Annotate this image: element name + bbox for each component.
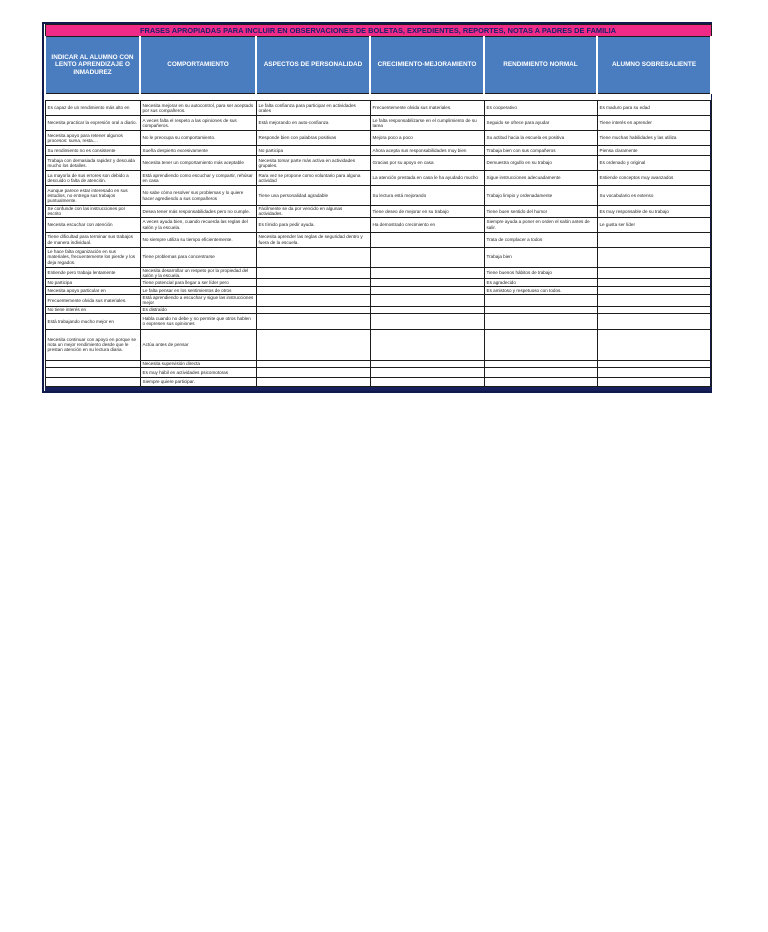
table-row — [45, 377, 711, 386]
column-header: INDICAR AL ALUMNO CON LENTO APRENDIZAJE O INMADUREZ — [45, 37, 140, 94]
table-cell: Necesita apoyo para retener algunos procesos: suma, resta.... — [45, 131, 140, 146]
table-cell — [597, 279, 711, 287]
table-cell: Su rendimiento no es consistente — [45, 146, 140, 156]
table-cell — [370, 287, 484, 295]
table-row — [45, 360, 711, 367]
table-cell — [484, 306, 597, 313]
column-header: COMPORTAMIENTO — [140, 37, 256, 94]
table-row — [45, 287, 711, 295]
table-cell — [370, 377, 484, 386]
table-cell: Necesita aprender las reglas de seguridad dentro y fuera de la escuela. — [256, 232, 370, 247]
table-cell: Tiene una personalidad agradable — [256, 186, 370, 206]
table-cell: Necesita continuar con apoyo en porque se nota un mejor rendimiento desde que le prestan atención en su lectura diaria. — [45, 329, 140, 360]
table-cell: Es agradecido — [484, 279, 597, 287]
table-cell — [370, 267, 484, 279]
table-cell — [597, 377, 711, 386]
table-cell: A veces falta el respeto a las opiniones de sus compañeros. — [140, 116, 256, 131]
table-row — [45, 267, 711, 279]
table-row — [45, 171, 711, 186]
table-cell — [484, 360, 597, 367]
column-header: CRECIMIENTO-MEJORAMIENTO — [370, 37, 484, 94]
table-cell: Su actitud hacia la escuela es positiva — [484, 131, 597, 146]
table-cell: Tiene deseo de mejorar en su trabajo — [370, 206, 484, 218]
table-cell — [370, 360, 484, 367]
table-cell — [370, 329, 484, 360]
table-cell: Trabaja bien — [484, 247, 597, 267]
table-cell: No participa — [45, 279, 140, 287]
table-row — [45, 279, 711, 287]
table-cell — [256, 329, 370, 360]
table-cell — [597, 232, 711, 247]
table-cell — [370, 232, 484, 247]
table-cell: Es maduro para su edad — [597, 101, 711, 116]
table-body — [45, 101, 711, 387]
table-cell: Le falta pensar en los sentimientos de otros — [140, 287, 256, 295]
table-row — [45, 232, 711, 247]
table-cell — [256, 377, 370, 386]
table-cell: Tiene buen sentido del humor — [484, 206, 597, 218]
table-cell: Trabaja bien con sus compañeros — [484, 146, 597, 156]
column-header: RENDIMIENTO NORMAL — [484, 37, 597, 94]
table-row — [45, 186, 711, 206]
table-cell — [484, 295, 597, 307]
table-cell — [484, 313, 597, 329]
table-cell: Habla cuando no debe y no permite que otros hablen o expresen sus opiniones — [140, 313, 256, 329]
table-cell — [597, 287, 711, 295]
footer-bar — [45, 386, 711, 391]
table-cell: Es muy responsable de su trabajo — [597, 206, 711, 218]
table-cell: Necesita mejorar en su autocontrol, para ser aceptado por sus compañeros. — [140, 101, 256, 116]
table-cell: Fácilmente se da por vencido en algunas actividades. — [256, 206, 370, 218]
table-cell: Frecuentemente olvida sus materiales. — [370, 101, 484, 116]
table-cell: Aunque parece estar interesado en sus estudios, no entrega sus trabajos puntualmente. — [45, 186, 140, 206]
table-row — [45, 247, 711, 267]
table-cell: Le falta confianza para participar en actividades orales — [256, 101, 370, 116]
table-cell: Entiende conceptos muy avanzados — [597, 171, 711, 186]
table-cell: Es muy hábil en actividades psicomotoras — [140, 367, 256, 377]
column-header: ALUMNO SOBRESALIENTE — [597, 37, 711, 94]
table-cell: Ha demostrado crecimiento en — [370, 217, 484, 232]
table-cell: Es amistoso y respetuoso con todos. — [484, 287, 597, 295]
table-cell: Tiene dificultad para terminar sus trabajos de manera individual. — [45, 232, 140, 247]
table-cell: La mayoría de sus errores son debido a descuido o falta de atención. — [45, 171, 140, 186]
table-cell: Entiende pero trabaja lentamente — [45, 267, 140, 279]
table-cell — [370, 313, 484, 329]
table-cell: Necesita tener un comportamiento más aceptable — [140, 156, 256, 171]
table-cell: Sigue instrucciones adecuadamente — [484, 171, 597, 186]
table-cell: No participa — [256, 146, 370, 156]
table-cell: No sabe cómo resolver sus problemas y lo quiere hacer agrediendo a sus compañeros — [140, 186, 256, 206]
table-cell: No siempre utiliza su tiempo eficientemente. — [140, 232, 256, 247]
table-cell — [597, 267, 711, 279]
table-cell — [256, 247, 370, 267]
table-cell: No tiene interés en — [45, 306, 140, 313]
table-cell: Tiene potencial para llegar a ser líder pero — [140, 279, 256, 287]
table-cell: Piensa claramente — [597, 146, 711, 156]
table-cell: Es ordenado y original — [597, 156, 711, 171]
table-cell — [484, 377, 597, 386]
table-cell — [370, 247, 484, 267]
table-row — [45, 295, 711, 307]
table-cell: Necesita practicar la expresión oral a diario. — [45, 116, 140, 131]
table-cell: Mejora poco a poco — [370, 131, 484, 146]
table-cell — [484, 367, 597, 377]
table-cell: Está mejorando en auto-confianza — [256, 116, 370, 131]
table-cell: Tiene muchas habilidades y las utiliza — [597, 131, 711, 146]
table-cell: La atención prestada en casa le ha ayudado mucho — [370, 171, 484, 186]
table-cell: Es cooperativo — [484, 101, 597, 116]
table-cell — [370, 295, 484, 307]
table-cell — [45, 377, 140, 386]
table-cell: Siempre quiere participar. — [140, 377, 256, 386]
table-cell — [370, 306, 484, 313]
table-row — [45, 306, 711, 313]
table-cell: Frecuentemente olvida sus materiales. — [45, 295, 140, 307]
table-cell — [256, 306, 370, 313]
table-cell — [597, 247, 711, 267]
table-row — [45, 367, 711, 377]
spacer-row — [45, 94, 711, 101]
table-cell: Tiene interés en aprender — [597, 116, 711, 131]
table-row — [45, 206, 711, 218]
table-cell — [256, 287, 370, 295]
table-cell: Seguido se ofrece para ayudar — [484, 116, 597, 131]
phrases-table — [44, 24, 712, 391]
table-cell — [597, 313, 711, 329]
table-cell: Necesita escuchar con atención — [45, 217, 140, 232]
table-row — [45, 101, 711, 116]
table-cell: Necesita apoyo particular en — [45, 287, 140, 295]
table-row — [45, 329, 711, 360]
table-cell — [256, 279, 370, 287]
column-header: ASPECTOS DE PERSONALIDAD — [256, 37, 370, 94]
table-cell — [256, 313, 370, 329]
table-cell — [256, 295, 370, 307]
table-cell: Responde bien con palabras positivas — [256, 131, 370, 146]
table-cell: Se confunde con las instrucciones por escrito — [45, 206, 140, 218]
table-cell: Demuestra orgullo en su trabajo — [484, 156, 597, 171]
table-cell — [597, 306, 711, 313]
table-cell: Le gusta ser líder — [597, 217, 711, 232]
table-cell: Trata de complacer a todos — [484, 232, 597, 247]
table-cell: Su vocabulario es extenso — [597, 186, 711, 206]
table-cell: Tiene buenos hábitos de trabajo — [484, 267, 597, 279]
table-cell: Gracias por su apoyo en casa — [370, 156, 484, 171]
table-cell: No le preocupa su comportamiento. — [140, 131, 256, 146]
table-cell — [370, 367, 484, 377]
table-cell: Necesita desarrollar un respeto por la propiedad del salón y la escuela. — [140, 267, 256, 279]
header-row — [45, 37, 711, 94]
table-cell: Ahora acepta sus responsabilidades muy bien — [370, 146, 484, 156]
table-row — [45, 131, 711, 146]
table-cell: Está aprendiendo como escuchar y compartir, rehúsar en casa — [140, 171, 256, 186]
table-cell — [45, 360, 140, 367]
table-cell: Está trabajando mucho mejor en — [45, 313, 140, 329]
table-row — [45, 217, 711, 232]
table-cell: Le hace falta organización en sus materiales, frecuentemente los pierde y los deja regados. — [45, 247, 140, 267]
table-cell: Es capaz de un rendimiento más alto en — [45, 101, 140, 116]
table-cell — [45, 367, 140, 377]
table-cell: Trabajo limpio y ordenadamente — [484, 186, 597, 206]
table-cell: Le falta responsabilizarse en el cumplimiento de su tarea — [370, 116, 484, 131]
table-cell — [597, 367, 711, 377]
table-cell — [484, 329, 597, 360]
table-cell — [256, 367, 370, 377]
table-cell — [370, 279, 484, 287]
table-cell — [256, 267, 370, 279]
table-cell: Es tímido para pedir ayuda. — [256, 217, 370, 232]
table-cell: Necesita supervisión directa — [140, 360, 256, 367]
table-cell: Sueña despierto excesivamente — [140, 146, 256, 156]
table-cell: Siempre ayuda a poner en orden el salón antes de salir. — [484, 217, 597, 232]
table-row — [45, 146, 711, 156]
table-cell: Actúa antes de pensar — [140, 329, 256, 360]
table-cell — [597, 295, 711, 307]
table-row — [45, 116, 711, 131]
table-cell: Es distraído — [140, 306, 256, 313]
table-cell: Rara vez se propone como voluntario para alguna actividad — [256, 171, 370, 186]
table-cell: A veces ayuda bien, cuando recuerda las reglas del salón y la escuela. — [140, 217, 256, 232]
table-row — [45, 313, 711, 329]
table-cell: Tiene problemas para concentrarse — [140, 247, 256, 267]
table-cell: Necesita tomar parte más activa en actividades grupales. — [256, 156, 370, 171]
table-cell: Su lectura está mejorando — [370, 186, 484, 206]
table-row — [45, 156, 711, 171]
table-cell — [256, 360, 370, 367]
table-cell: Desea tener más responsabilidades pero no cumple. — [140, 206, 256, 218]
table-cell: Está aprendiendo a escuchar y sigue las instrucciones mejor — [140, 295, 256, 307]
table-cell — [597, 329, 711, 360]
sheet-title: FRASES APROPIADAS PARA INCLUIR EN OBSERVACIONES DE BOLETAS, EXPEDIENTES, REPORTES, NOTAS A PADRES DE FAMILIA — [45, 25, 711, 37]
table-cell: Trabaja con demasiada rapidez y descuida mucho los detalles. — [45, 156, 140, 171]
phrases-sheet — [42, 22, 712, 393]
table-cell — [597, 360, 711, 367]
